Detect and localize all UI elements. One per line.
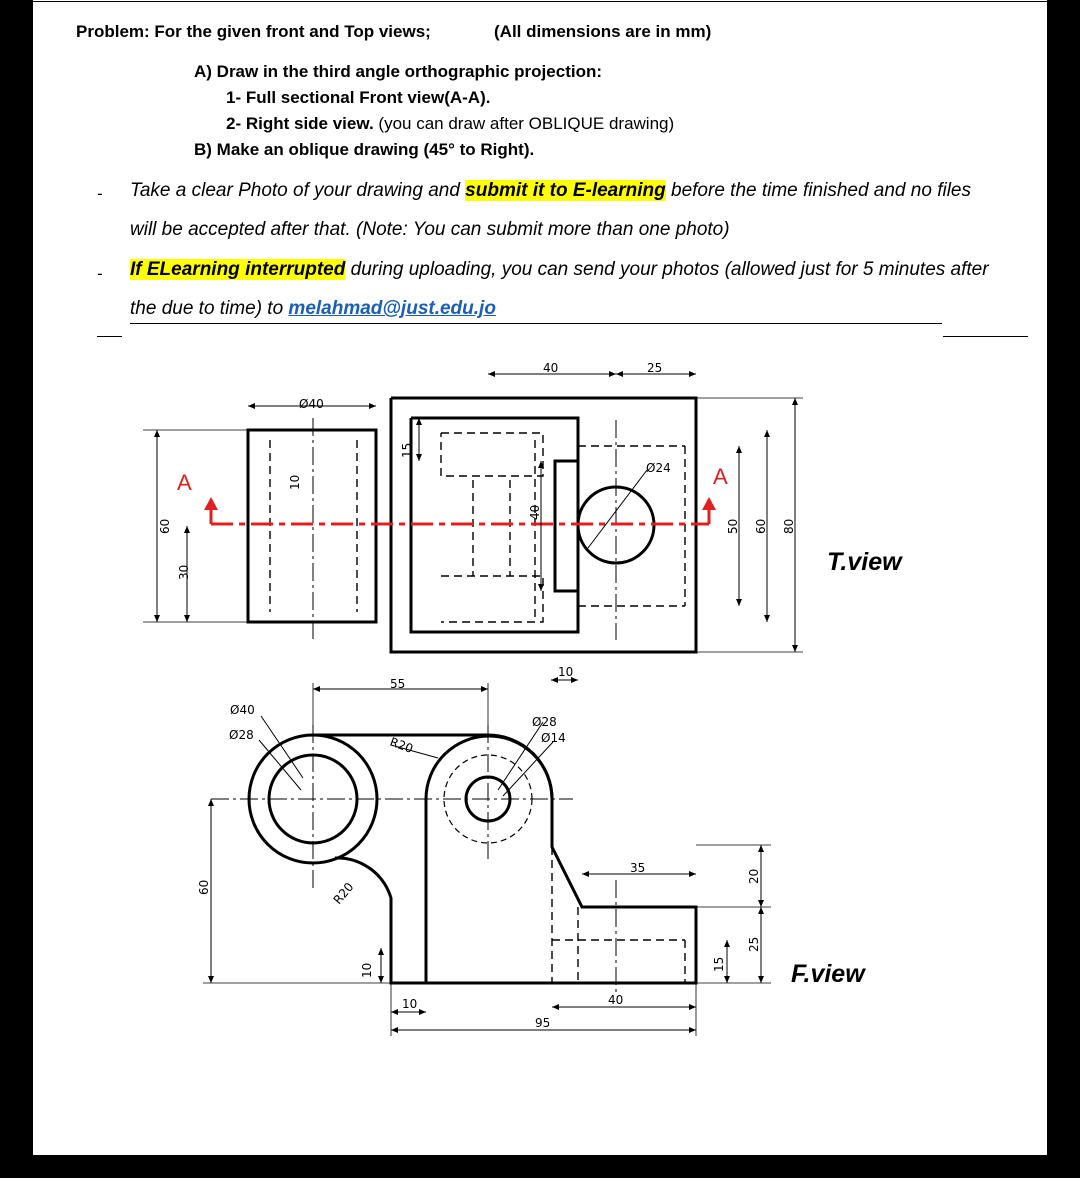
task-a-item-2-main: 2- Right side view. <box>226 114 374 133</box>
task-b-title: B) Make an oblique drawing (45° to Right). <box>194 140 535 159</box>
section-letter-left: A <box>177 470 192 495</box>
task-a-item-1: 1- Full sectional Front view(A-A). <box>226 88 491 107</box>
dim-front-10v: 10 <box>360 962 374 978</box>
top-hidden-pocket <box>441 433 543 476</box>
dim-front-r20-bottom: R20 <box>330 879 357 907</box>
dim-front-phi14: Ø14 <box>541 731 566 745</box>
dim-top-10-bottom: 10 <box>558 665 574 679</box>
note-1-bullet: - <box>97 184 103 203</box>
dim-top-10: 10 <box>288 474 302 490</box>
dim-front-25: 25 <box>747 936 761 952</box>
section-arrow-right-head <box>702 497 716 510</box>
dim-top-60-left: 60 <box>158 518 172 534</box>
front-view-label: F.view <box>791 960 865 988</box>
dim-top-25: 25 <box>647 361 663 375</box>
dim-front-20: 20 <box>747 868 761 884</box>
dim-front-40: 40 <box>608 993 624 1007</box>
dim-front-phi40: Ø40 <box>230 703 255 717</box>
dim-top-60-right: 60 <box>754 518 768 534</box>
units-note: (All dimensions are in mm) <box>494 22 712 41</box>
dim-top-40: 40 <box>543 361 559 375</box>
note-1-text-b: before the time finished and no files <box>665 180 971 201</box>
note-2-highlight: If ELearning interrupted <box>130 259 346 280</box>
section-arrow-left-head <box>204 497 218 510</box>
task-a-item-2-note: (you can draw after OBLIQUE drawing) <box>378 114 675 133</box>
dim-front-phi28: Ø28 <box>229 728 254 742</box>
dim-front-95: 95 <box>535 1016 551 1030</box>
dim-front-55: 55 <box>390 677 406 691</box>
dim-top-50: 50 <box>726 518 740 534</box>
dim-front-phi28-right: Ø28 <box>532 715 557 729</box>
dim-front-35: 35 <box>630 861 646 875</box>
dim-top-80: 80 <box>782 518 796 534</box>
problem-statement: Problem: For the given front and Top views; <box>76 22 431 41</box>
dim-front-10h: 10 <box>402 997 418 1011</box>
note-1-text-a: Take a clear Photo of your drawing and <box>130 180 466 201</box>
dim-top-phi24: Ø24 <box>646 461 671 475</box>
engineering-drawing <box>33 0 1047 1155</box>
leader-line <box>588 470 647 548</box>
note-2-text-b: the due to time) to <box>130 298 289 319</box>
front-arm <box>426 736 552 983</box>
task-a-title: A) Draw in the third angle orthographic projection: <box>194 62 603 81</box>
note-2-text-a: during uploading, you can send your photos (allowed just for 5 minutes after <box>345 259 989 280</box>
note-1-highlight: submit it to E-learning <box>465 180 666 201</box>
top-view-label: T.view <box>827 548 902 576</box>
dim-top-40v: 40 <box>528 504 542 520</box>
front-view <box>203 683 771 1036</box>
dim-front-60: 60 <box>197 879 211 895</box>
section-letter-right: A <box>713 464 728 489</box>
note-2-bullet: - <box>97 264 103 283</box>
email-link[interactable]: melahmad@just.edu.jo <box>288 298 496 319</box>
worksheet <box>33 0 1047 1155</box>
dim-front-r20-top: R20 <box>387 734 415 756</box>
top-hidden-pocket <box>441 576 543 622</box>
dim-top-15: 15 <box>400 442 414 458</box>
dim-top-30: 30 <box>177 564 191 580</box>
dim-front-15: 15 <box>712 956 726 972</box>
dim-top-phi40: Ø40 <box>299 397 324 411</box>
note-1-line-2: will be accepted after that. (Note: You can submit more than one photo) <box>130 219 730 240</box>
top-view <box>143 374 803 680</box>
